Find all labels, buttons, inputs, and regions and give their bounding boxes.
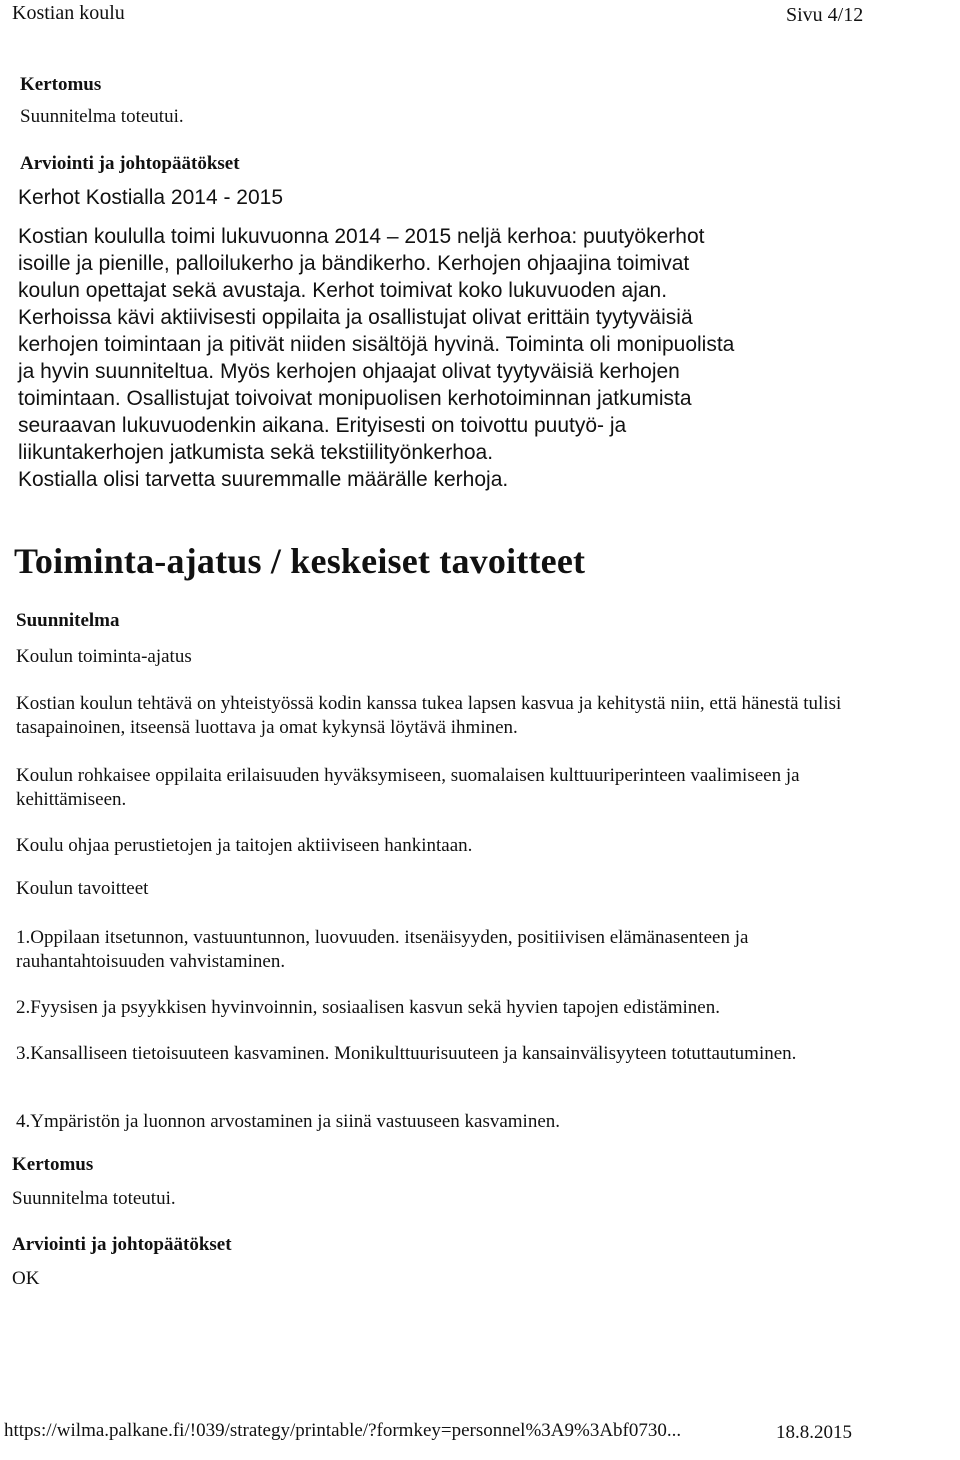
clubs-line: kerhojen toimintaan ja pitivät niiden sisältöjä hyvinä. Toiminta oli monipuolista (18, 333, 735, 356)
clubs-line: toimintaan. Osallistujat toivoivat monipuolisen kerhotoiminnan jatkumista (18, 387, 692, 410)
clubs-line: Kostialla olisi tarvetta suuremmalle määrälle kerhoja. (18, 468, 509, 491)
goals-label: Koulun tavoitteet (16, 878, 149, 899)
clubs-title: Kerhot Kostialla 2014 - 2015 (18, 186, 284, 209)
clubs-line: koulun opettajat sekä avustaja. Kerhot toimivat koko lukuvuoden ajan. (18, 279, 668, 302)
plan-heading: Suunnitelma (16, 610, 120, 631)
report-heading-1: Kertomus (20, 74, 102, 95)
evaluation-heading-2: Arviointi ja johtopäätökset (12, 1234, 232, 1255)
goal-item-4: 4.Ympäristön ja luonnon arvostaminen ja siinä vastuuseen kasvaminen. (16, 1111, 561, 1132)
footer-date: 18.8.2015 (776, 1422, 852, 1443)
clubs-line: liikuntakerhojen jatkumista sekä tekstiilityönkerhoa. (18, 441, 494, 464)
footer-url: https://wilma.palkane.fi/!039/strategy/printable/?formkey=personnel%3A9%3Abf0730... (4, 1420, 682, 1441)
mission-label: Koulun toiminta-ajatus (16, 646, 192, 667)
clubs-line: Kostian koululla toimi lukuvuonna 2014 – 2015 neljä kerhoa: puutyökerhot (18, 225, 705, 248)
goal-item-2: 2.Fyysisen ja psyykkisen hyvinvoinnin, sosiaalisen kasvun sekä hyvien tapojen edistäminen. (16, 997, 720, 1018)
clubs-paragraph (18, 223, 734, 493)
mission-paragraph-2: Koulun rohkaisee oppilaita erilaisuuden hyväksymiseen, suomalaisen kulttuuriperinteen vaalimiseen ja kehittämiseen. (16, 765, 800, 810)
clubs-evaluation (18, 184, 734, 493)
page-header-school: Kostian koulu (12, 2, 125, 24)
mission-paragraph-3: Koulu ohjaa perustietojen ja taitojen aktiiviseen hankintaan. (16, 835, 473, 856)
section-title: Toiminta-ajatus / keskeiset tavoitteet (14, 541, 586, 581)
goal-item-3: 3.Kansalliseen tietoisuuteen kasvaminen. Monikulttuurisuuteen ja kansainvälisyyteen totuttautuminen. (16, 1043, 797, 1064)
clubs-line: seuraavan lukuvuodenkin aikana. Erityisesti on toivottu puutyö- ja (18, 414, 627, 437)
mission-paragraph-1: Kostian koulun tehtävä on yhteistyössä kodin kanssa tukea lapsen kasvua ja kehitystä niin, että hänestä tulisi tasapainoinen, itseensä luottava ja omat kykynsä löytävä ihminen. (16, 693, 842, 738)
clubs-line: isoille ja pienille, palloilukerho ja bändikerho. Kerhojen ohjaajina toimivat (18, 252, 690, 275)
report-text-2: Suunnitelma toteutui. (12, 1188, 176, 1209)
evaluation-text-2: OK (12, 1268, 40, 1289)
report-text-1: Suunnitelma toteutui. (20, 106, 184, 127)
clubs-line: Kerhoissa kävi aktiivisesti oppilaita ja osallistujat olivat erittäin tyytyväisiä (18, 306, 693, 329)
goal-item-1: 1.Oppilaan itsetunnon, vastuuntunnon, luovuuden. itsenäisyyden, positiivisen elämänasenteen ja rauhantahtoisuuden vahvistaminen. (16, 927, 749, 972)
clubs-line: ja hyvin suunniteltua. Myös kerhojen ohjaajat olivat tyytyväisiä kerhojen (18, 360, 680, 383)
evaluation-heading-1: Arviointi ja johtopäätökset (20, 153, 240, 174)
report-heading-2: Kertomus (12, 1154, 94, 1175)
page-number: Sivu 4/12 (786, 4, 864, 26)
